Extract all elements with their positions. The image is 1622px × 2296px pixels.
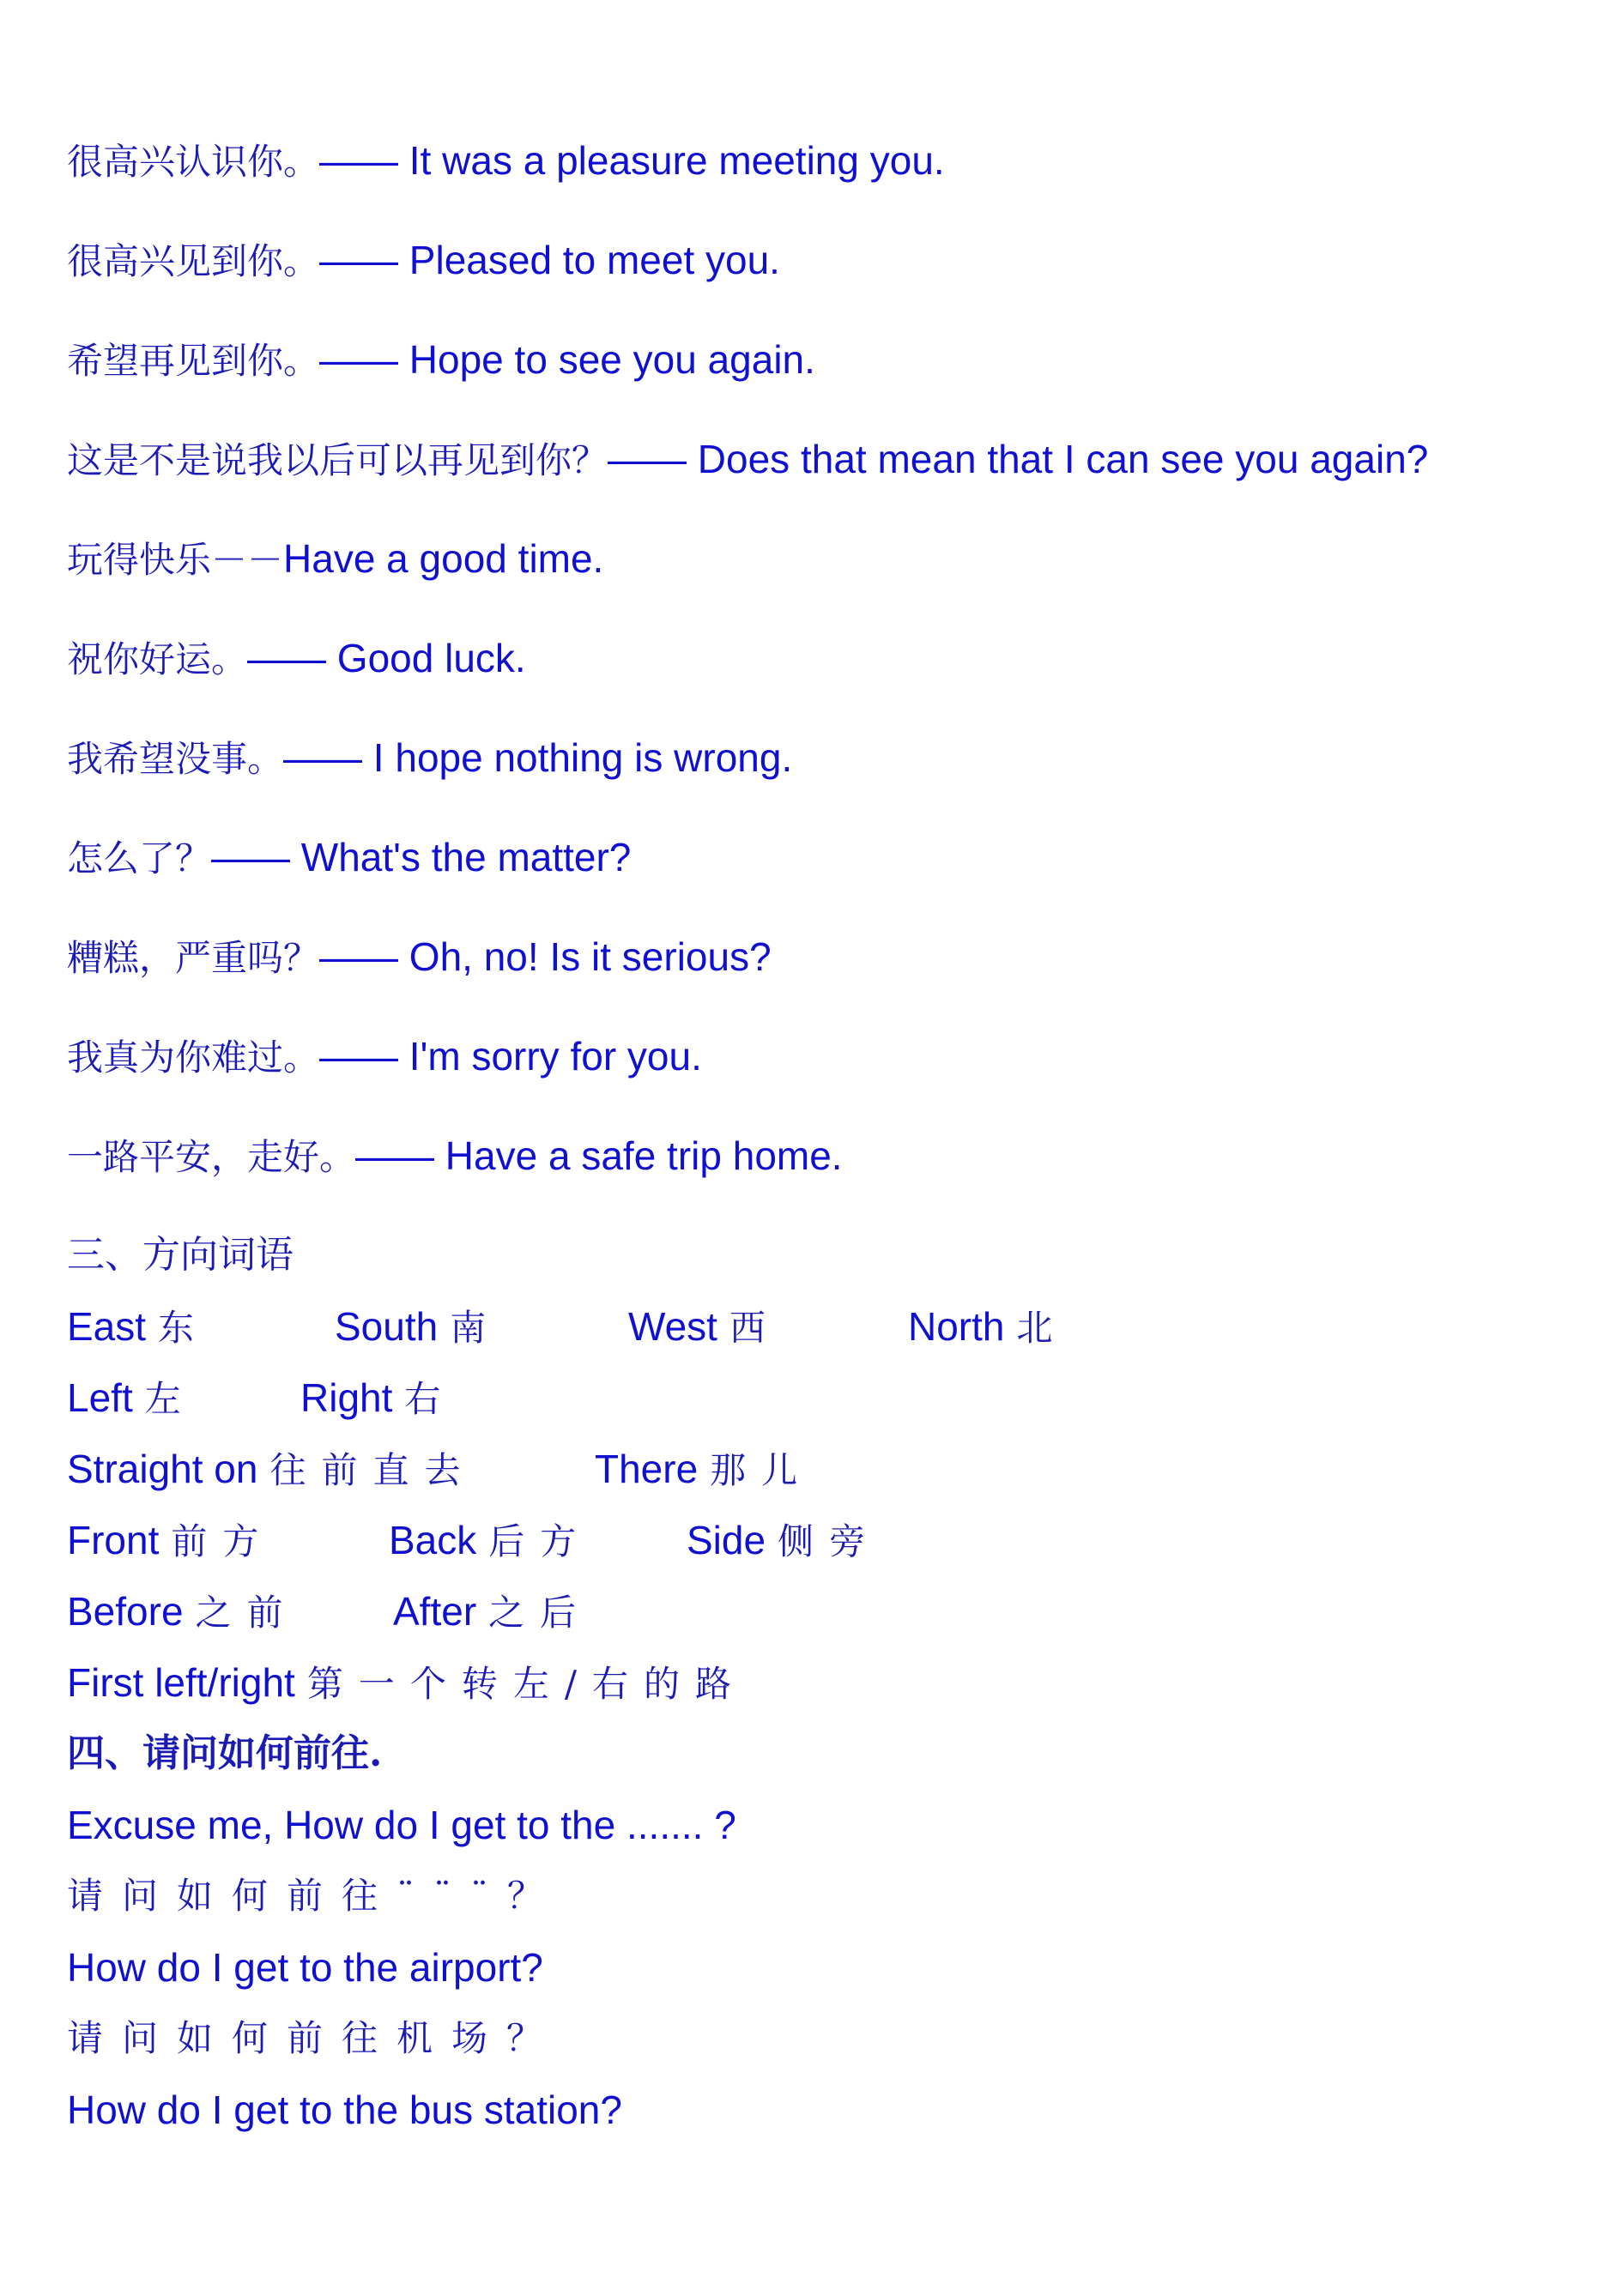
phrase-dash: ——: [319, 1034, 399, 1079]
direction-english: Right: [300, 1375, 393, 1420]
phrase-dash: ——: [319, 337, 399, 382]
phrase-english: Oh, no! Is it serious?: [398, 934, 772, 979]
phrase-chinese: 我希望没事。: [67, 738, 284, 780]
phrase-chinese: 怎么了？: [67, 837, 212, 879]
direction-chinese: 之后: [488, 1592, 592, 1634]
question-chinese: 请问如何前往机场？: [67, 2017, 562, 2059]
direction-term: [67, 1301, 209, 1354]
question-english: Excuse me, How do I get to the ....... ?: [67, 1803, 736, 1847]
phrase-english: Does that mean that I can see you again?: [687, 437, 1429, 481]
direction-chinese: 第一个转左/右的路: [306, 1663, 747, 1705]
direction-english: Before: [67, 1589, 184, 1634]
direction-chinese: 西: [729, 1307, 781, 1349]
phrase-line: [67, 135, 945, 188]
direction-english: West: [628, 1304, 717, 1349]
direction-chinese: 之前: [195, 1592, 299, 1634]
phrase-line: [67, 1030, 702, 1084]
direction-term: [595, 1443, 813, 1496]
direction-chinese: 侧旁: [778, 1520, 881, 1562]
phrase-line: [67, 533, 603, 586]
phrase-line: [67, 1130, 843, 1183]
phrase-chinese: 这是不是说我以后可以再见到你？: [67, 439, 608, 481]
direction-english: Left: [67, 1375, 133, 1420]
phrase-chinese: 玩得快乐－－: [67, 539, 284, 581]
direction-term: [335, 1301, 501, 1354]
direction-english: Front: [67, 1518, 160, 1562]
direction-chinese: 后方: [488, 1520, 592, 1562]
direction-chinese: 那儿: [710, 1449, 814, 1491]
phrase-line: [67, 632, 526, 686]
direction-term: [389, 1514, 591, 1568]
direction-term: [300, 1372, 456, 1425]
direction-term: [393, 1586, 591, 1639]
phrase-english: Good luck.: [326, 636, 526, 680]
direction-english: Back: [389, 1518, 477, 1562]
direction-term: [67, 1586, 299, 1639]
phrase-dash: ——: [608, 437, 687, 481]
phrase-chinese: 希望再见到你。: [67, 340, 320, 382]
section-heading-directions: 三、方向词语: [67, 1233, 294, 1277]
phrase-dash: ——: [319, 238, 399, 282]
direction-english: Side: [687, 1518, 766, 1562]
phrase-english: Have a safe trip home.: [434, 1133, 843, 1178]
phrase-dash: ——: [247, 636, 327, 680]
direction-term: [67, 1372, 197, 1425]
phrase-line: [67, 931, 772, 984]
direction-chinese: 南: [450, 1307, 502, 1349]
direction-english: North: [908, 1304, 1005, 1349]
section-heading-asking-directions: 四、请问如何前往.: [67, 1731, 383, 1775]
phrase-dash: ——: [211, 835, 291, 879]
phrase-chinese: 糟糕，严重吗？: [67, 937, 320, 979]
direction-english: After: [393, 1589, 477, 1634]
direction-term: [687, 1514, 881, 1568]
phrase-line: [67, 433, 1428, 486]
direction-english: There: [595, 1447, 699, 1491]
direction-term: [67, 1514, 274, 1568]
phrase-dash: ——: [319, 138, 399, 183]
direction-chinese: 东: [158, 1307, 210, 1349]
phrase-dash: ——: [283, 735, 363, 780]
phrase-chinese: 很高兴认识你。: [67, 141, 320, 183]
direction-english: First left/right: [67, 1660, 295, 1705]
phrase-english: Hope to see you again.: [398, 337, 815, 382]
direction-term: [908, 1301, 1068, 1354]
direction-english: East: [67, 1304, 147, 1349]
phrase-chinese: 一路平安，走好。: [67, 1136, 356, 1178]
phrase-english: What's the matter?: [290, 835, 632, 879]
phrase-line: [67, 732, 792, 785]
phrase-chinese: 很高兴见到你。: [67, 240, 320, 282]
direction-chinese: 左: [144, 1378, 197, 1420]
direction-chinese: 北: [1016, 1307, 1068, 1349]
phrase-english: I hope nothing is wrong.: [362, 735, 793, 780]
phrase-line: [67, 831, 631, 885]
phrase-english: Have a good time.: [283, 536, 604, 581]
phrase-line: [67, 234, 780, 287]
phrase-chinese: 祝你好运。: [67, 638, 248, 680]
phrase-line: [67, 334, 815, 387]
direction-english: South: [335, 1304, 439, 1349]
direction-term: [67, 1657, 747, 1710]
direction-chinese: 右: [404, 1378, 457, 1420]
question-chinese: 请问如何前往¨¨¨？: [67, 1875, 563, 1917]
phrase-english: Pleased to meet you.: [398, 238, 780, 282]
phrase-english: I'm sorry for you.: [398, 1034, 702, 1079]
question-english: How do I get to the airport?: [67, 1945, 543, 1990]
phrase-dash: ——: [319, 934, 399, 979]
direction-term: [628, 1301, 781, 1354]
direction-chinese: 往前直去: [269, 1449, 476, 1491]
phrase-chinese: 我真为你难过。: [67, 1036, 320, 1079]
phrase-dash: ——: [355, 1133, 435, 1178]
question-english: How do I get to the bus station?: [67, 2088, 622, 2132]
direction-term: [67, 1443, 476, 1496]
direction-chinese: 前方: [171, 1520, 275, 1562]
direction-english: Straight on: [67, 1447, 258, 1491]
phrase-english: It was a pleasure meeting you.: [398, 138, 945, 183]
